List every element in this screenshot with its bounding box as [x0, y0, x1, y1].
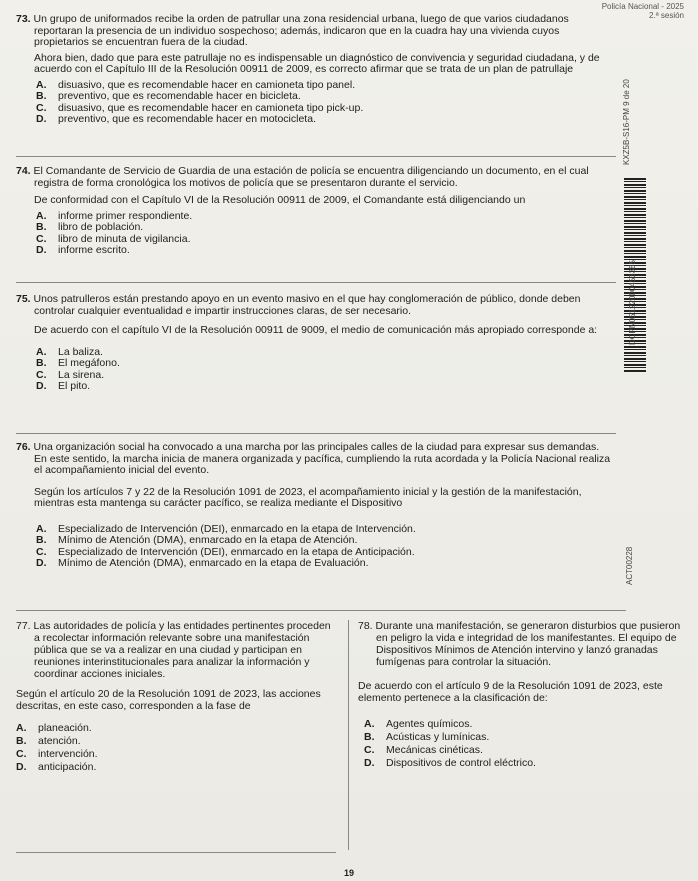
- question-number: 75.: [16, 293, 31, 305]
- page-number: 19: [343, 868, 354, 878]
- question-stem: [16, 14, 606, 49]
- question-prompt: De conformidad con el Capítulo VI de la Resolución 00911 de 2009, el Comandante está diligenciando un: [34, 194, 526, 206]
- option-b[interactable]: B. atención.: [16, 735, 81, 747]
- question-number: 73.: [16, 13, 31, 25]
- header-institution: Policía Nacional - 2025: [601, 2, 684, 11]
- side-code-2: DCPN05122000453385: [628, 260, 637, 345]
- stem-text: Las autoridades de policía y las entidades pertinentes proceden a recolectar información relevante sobre una manifestación pública que se va a realizar en una ciudad y participan en reuniones interinstitucionales para analizar la información y coordinar acciones iniciales.: [33, 620, 331, 680]
- divider: [16, 282, 616, 283]
- column-divider: [348, 620, 349, 850]
- question-stem: [16, 442, 612, 477]
- question-76: [16, 442, 612, 570]
- page-header: [602, 2, 684, 20]
- option-a[interactable]: A. disuasivo, que es recomendable hacer en camioneta tipo panel.: [36, 78, 356, 91]
- option-d[interactable]: D. anticipación.: [16, 761, 97, 773]
- options-list: [36, 347, 611, 393]
- question-73: [16, 14, 606, 126]
- question-number: 74.: [16, 165, 31, 177]
- option-c[interactable]: C. disuasivo, que es recomendable hacer en camioneta tipo pick-up.: [36, 101, 364, 114]
- option-c[interactable]: C. intervención.: [16, 748, 98, 760]
- question-75: [16, 294, 611, 393]
- question-number: 76.: [16, 441, 31, 453]
- divider: [16, 852, 336, 853]
- divider: [16, 433, 616, 434]
- question-77: [16, 620, 336, 774]
- option-b[interactable]: B. libro de población.: [36, 221, 144, 233]
- option-a[interactable]: A. planeación.: [16, 722, 92, 734]
- option-a[interactable]: A. Agentes químicos.: [364, 718, 473, 730]
- question-prompt: Según los artículos 7 y 22 de la Resolución 1091 de 2023, el acompañamiento inicial y la gestión de la manifestación, mientras esta mantenga su carácter pacífico, se realiza mediante el Dispositivo: [34, 485, 582, 509]
- option-c[interactable]: C. Mecánicas cinéticas.: [364, 744, 483, 756]
- question-number: 78.: [358, 620, 373, 632]
- option-d[interactable]: D. El pito.: [36, 380, 91, 392]
- options-list: [36, 80, 606, 126]
- option-b[interactable]: B. Mínimo de Atención (DMA), enmarcado en la etapa de Atención.: [36, 534, 358, 546]
- question-78: [358, 620, 683, 770]
- question-stem: [358, 620, 683, 668]
- option-b[interactable]: B. Acústicas y lumínicas.: [364, 731, 490, 743]
- side-code-3: ACT00228: [625, 546, 634, 585]
- stem-text: El Comandante de Servicio de Guardia de una estación de policía se encuentra diligenciando un documento, en el cual registra de forma cronológica los motivos de policía que se presentaron durante el servicio.: [33, 165, 589, 189]
- options-list: [36, 211, 611, 257]
- option-c[interactable]: C. La sirena.: [36, 368, 105, 381]
- question-prompt: Según el artículo 20 de la Resolución 1091 de 2023, las acciones descritas, en este caso, corresponden a la fase de: [16, 688, 321, 712]
- options-list: [36, 524, 612, 570]
- option-b[interactable]: B. El megáfono.: [36, 357, 120, 369]
- stem-text: Una organización social ha convocado a una marcha por las principales calles de la ciudad para expresar sus demandas. En este sentido, la marcha inicia de manera organizada y pacífica, cumpliendo la ruta acordada y la Policía Nacional realiza el acompañamiento inicial del evento.: [33, 441, 611, 476]
- options-list: [16, 722, 336, 774]
- option-d[interactable]: D. preventivo, que es recomendable hacer en motocicleta.: [36, 113, 316, 125]
- option-b[interactable]: B. preventivo, que es recomendable hacer en bicicleta.: [36, 90, 301, 102]
- divider: [16, 156, 616, 157]
- option-a[interactable]: A. La baliza.: [36, 345, 103, 358]
- question-stem: [16, 166, 611, 189]
- header-session: 2.ª sesión: [649, 11, 684, 20]
- question-prompt: De acuerdo con el artículo 9 de la Resolución 1091 de 2023, este elemento pertenece a la clasificación de:: [358, 680, 663, 704]
- option-d[interactable]: D. informe escrito.: [36, 244, 130, 256]
- option-d[interactable]: D. Dispositivos de control eléctrico.: [364, 757, 536, 769]
- stem-text: Unos patrulleros están prestando apoyo en un evento masivo en el que hay conglomeración de público, donde deben controlar cualquier eventualidad e impartir instrucciones claras, de ser necesario.: [33, 293, 581, 317]
- question-74: [16, 166, 611, 257]
- stem-text: Un grupo de uniformados recibe la orden de patrullar una zona residencial urbana, luego de que varios ciudadanos reportaran la presencia de un individuo sospechoso; además, indicaron que en la cuadra hay una vivienda cuyos propietarios se encuentran fuera de la ciudad.: [33, 13, 569, 48]
- question-stem: [16, 294, 611, 317]
- question-prompt: Ahora bien, dado que para este patrullaje no es indispensable un diagnóstico de convivencia y seguridad ciudadana, y de acuerdo con el Capítulo III de la Resolución 00911 de 2009, es correcto afirmar que se trata de un plan de patrullaje: [34, 51, 600, 75]
- stem-text: Durante una manifestación, se generaron disturbios que pusieron en peligro la vida e integridad de los manifestantes. El equipo de Dispositivos Mínimos de Atención intervino y lanzó granadas fumígenas para controlar la situación.: [375, 620, 681, 668]
- option-c[interactable]: C. Especializado de Intervención (DEI), enmarcado en la etapa de Anticipación.: [36, 545, 415, 558]
- question-number: 77.: [16, 620, 31, 632]
- option-a[interactable]: A. Especializado de Intervención (DEI), enmarcado en la etapa de Intervención.: [36, 522, 416, 535]
- option-c[interactable]: C. libro de minuta de vigilancia.: [36, 232, 191, 245]
- question-stem: [16, 620, 336, 680]
- option-d[interactable]: D. Mínimo de Atención (DMA), enmarcado en la etapa de Evaluación.: [36, 557, 369, 569]
- options-list: [364, 718, 683, 770]
- question-prompt: De acuerdo con el capítulo VI de la Resolución 00911 de 9009, el medio de comunicación más apropiado corresponde a:: [34, 324, 598, 336]
- side-code-1: KXZ5B-S16-PM 9 de 20: [622, 79, 631, 165]
- divider: [16, 610, 626, 611]
- option-a[interactable]: A. informe primer respondiente.: [36, 209, 193, 222]
